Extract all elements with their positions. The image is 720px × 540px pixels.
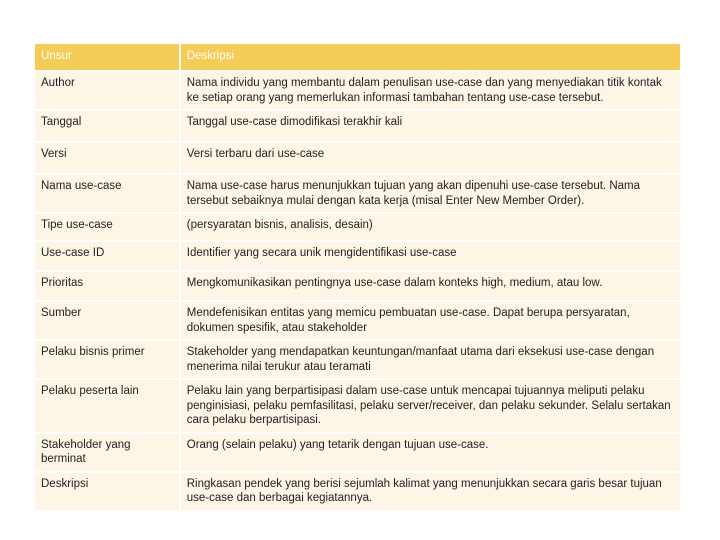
row-term: Stakeholder yang berminat: [35, 434, 181, 471]
header-unsur: Unsur: [35, 44, 181, 70]
row-term: Versi: [35, 143, 181, 173]
table-row: [35, 175, 680, 212]
use-case-elements-table: [35, 42, 680, 512]
row-description: Nama use-case harus menunjukkan tujuan yang akan dipenuhi use-case tersebut. Nama tersebut sebaiknya mulai dengan kata kerja (misal Enter New Member Order).: [181, 175, 680, 212]
row-description: Pelaku lain yang berpartisipasi dalam use-case untuk mencapai tujuannya meliputi pelaku penginisiasi, pelaku pemfasilitasi, pelaku server/receiver, dan pelaku sekunder. Selalu sertakan cara pelaku berpartisipasi.: [181, 380, 680, 432]
row-term: Author: [35, 72, 181, 109]
table-row: [35, 302, 680, 339]
row-description: Tanggal use-case dimodifikasi terakhir kali: [181, 111, 680, 141]
table-row: [35, 473, 680, 510]
table-header-row: [35, 44, 680, 70]
row-term: Tanggal: [35, 111, 181, 141]
table-row: [35, 380, 680, 432]
use-case-table-container: [35, 42, 680, 512]
table-row: [35, 272, 680, 300]
row-description: Mendefenisikan entitas yang memicu pembuatan use-case. Dapat berupa persyaratan, dokumen spesifik, atau stakeholder: [181, 302, 680, 339]
row-description: Ringkasan pendek yang berisi sejumlah kalimat yang menunjukkan secara garis besar tujuan use-case dan berbagai kegiatannya.: [181, 473, 680, 510]
table-row: [35, 214, 680, 240]
table-row: [35, 242, 680, 270]
row-term: Tipe use-case: [35, 214, 181, 240]
table-row: [35, 72, 680, 109]
row-term: Use-case ID: [35, 242, 181, 270]
table-row: [35, 143, 680, 173]
row-term: Deskripsi: [35, 473, 181, 510]
row-term: Pelaku peserta lain: [35, 380, 181, 432]
header-deskripsi: Deskripsi: [181, 44, 680, 70]
row-description: Versi terbaru dari use-case: [181, 143, 680, 173]
table-row: [35, 111, 680, 141]
table-row: [35, 434, 680, 471]
row-description: (persyaratan bisnis, analisis, desain): [181, 214, 680, 240]
row-description: Stakeholder yang mendapatkan keuntungan/manfaat utama dari eksekusi use-case dengan menerima nilai terukur atau teramati: [181, 341, 680, 378]
row-description: Identifier yang secara unik mengidentifikasi use-case: [181, 242, 680, 270]
table-row: [35, 341, 680, 378]
row-term: Nama use-case: [35, 175, 181, 212]
row-term: Pelaku bisnis primer: [35, 341, 181, 378]
row-term: Prioritas: [35, 272, 181, 300]
row-description: Mengkomunikasikan pentingnya use-case dalam konteks high, medium, atau low.: [181, 272, 680, 300]
row-description: Orang (selain pelaku) yang tetarik dengan tujuan use-case.: [181, 434, 680, 471]
row-term: Sumber: [35, 302, 181, 339]
row-description: Nama individu yang membantu dalam penulisan use-case dan yang menyediakan titik kontak ke setiap orang yang memerlukan informasi tambahan tentang use-case tersebut.: [181, 72, 680, 109]
